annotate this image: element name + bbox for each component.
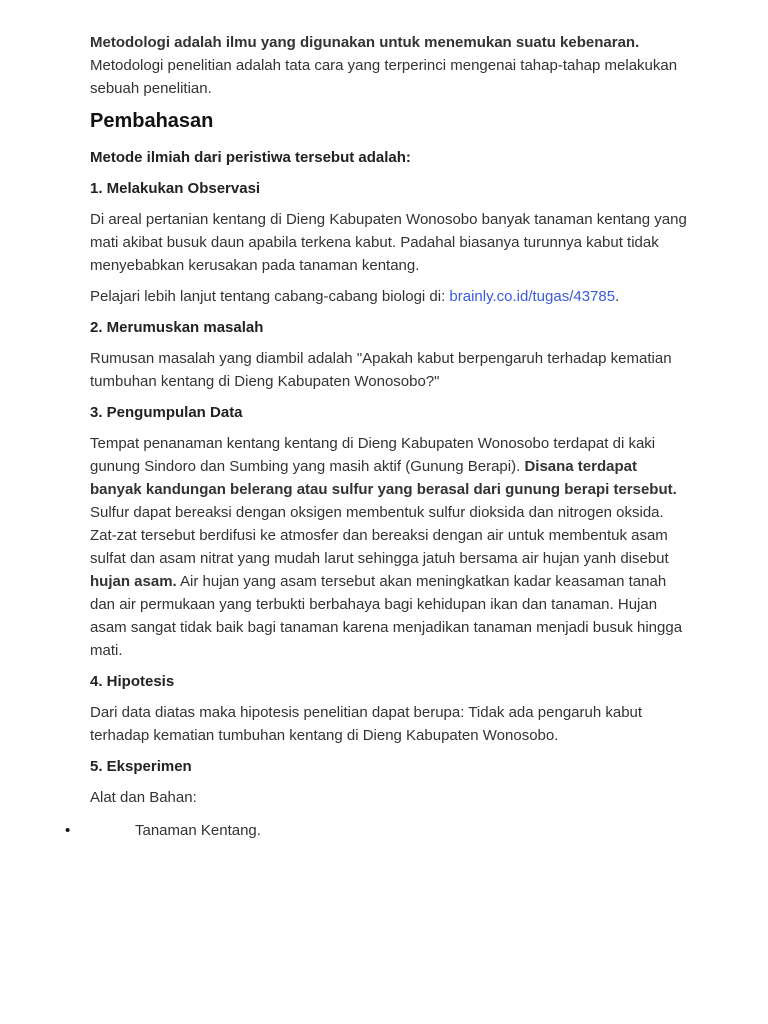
step-2-paragraph: Rumusan masalah yang diambil adalah "Apakah kabut berpengaruh terhadap kematian tumbuhan kentang di Dieng Kabupaten Wonosobo?" (90, 350, 672, 390)
step-3-paragraph (90, 432, 690, 662)
step-1-paragraph: Di areal pertanian kentang di Dieng Kabupaten Wonosobo banyak tanaman kentang yang mati akibat busuk daun apabila terkena kabut. Padahal biasanya turunnya kabut tidak menyebabkan kerusakan pada tanaman kentang. (90, 211, 687, 274)
step-3-heading: 3. Pengumpulan Data (90, 404, 243, 421)
learn-more-paragraph (90, 285, 690, 308)
learn-more-suffix: . (615, 288, 620, 305)
step-3-bold-d: hujan asam. (90, 573, 177, 590)
step-3-text-a: Tempat penanaman kentang kentang di Dieng Kabupaten Wonosobo terdapat di kaki gunung Sindoro dan Sumbing yang masih aktif (Gunung Berapi). (90, 435, 656, 475)
intro-bold-text: Metodologi adalah ilmu yang digunakan untuk menemukan suatu kebenaran. (90, 34, 640, 51)
intro-paragraph (90, 31, 690, 100)
intro-text: Metodologi penelitian adalah tata cara yang terperinci mengenai tahap-tahap melakukan sebuah penelitian. (90, 57, 678, 97)
section-title: Pembahasan (90, 110, 214, 132)
list-item (65, 819, 690, 842)
learn-more-prefix: Pelajari lebih lanjut tentang cabang-cabang biologi di: (90, 288, 450, 305)
step-4-heading: 4. Hipotesis (90, 673, 175, 690)
bullet-icon: • (65, 822, 71, 839)
materials-list (65, 819, 690, 842)
list-item-text: Tanaman Kentang. (135, 822, 261, 839)
brainly-link[interactable]: brainly.co.id/tugas/43785 (449, 288, 616, 305)
step-3-text-c: Sulfur dapat bereaksi dengan oksigen membentuk sulfur dioksida dan nitrogen oksida. Zat-zat tersebut berdifusi ke atmosfer dan bereaksi dengan air untuk membentuk asam sulfat dan asam nitrat yang mudah larut sehingga jatuh bersama air hujan yanh disebut (90, 504, 669, 567)
step-1-heading: 1. Melakukan Observasi (90, 180, 261, 197)
step-3-text-e: Air hujan yang asam tersebut akan meningkatkan kadar keasaman tanah dan air permukaan yang terbukti berbahaya bagi kehidupan ikan dan tanaman. Hujan asam sangat tidak baik bagi tanaman karena menjadikan tanaman menjadi busuk hingga mati. (90, 573, 683, 659)
step-2-heading: 2. Merumuskan masalah (90, 319, 264, 336)
subtitle: Metode ilmiah dari peristiwa tersebut adalah: (90, 149, 411, 166)
step-5-heading: 5. Eksperimen (90, 758, 192, 775)
step-3-bold-b: Disana terdapat banyak kandungan belerang atau sulfur yang berasal dari gunung berapi tersebut. (90, 458, 677, 498)
document-body (65, 31, 690, 842)
step-5-paragraph: Alat dan Bahan: (90, 789, 197, 806)
step-4-paragraph: Dari data diatas maka hipotesis penelitian dapat berupa: Tidak ada pengaruh kabut terhadap kematian tumbuhan kentang di Dieng Kabupaten Wonosobo. (90, 704, 643, 744)
